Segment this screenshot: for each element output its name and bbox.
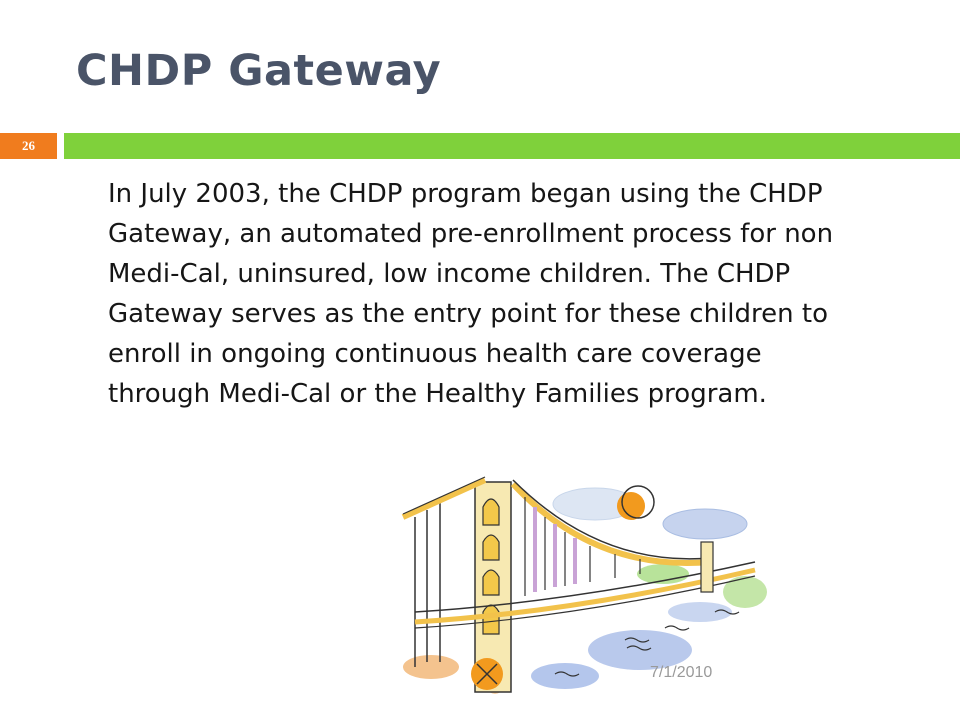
slide-body-text: In July 2003, the CHDP program began using the CHDP Gateway, an automated pre-enrollment process for non Medi-Cal, uninsured, low income children. The CHDP Gateway serves as the entry point for these children to enroll in ongoing continuous health care coverage through Medi-Cal or the Healthy Families program. (108, 179, 834, 409)
bridge-illustration (395, 462, 775, 712)
slide-number-badge: 26 (0, 133, 57, 159)
accent-rule (64, 133, 960, 159)
slide-date: 7/1/2010 (650, 664, 713, 681)
slide-title: CHDP Gateway (76, 46, 442, 96)
